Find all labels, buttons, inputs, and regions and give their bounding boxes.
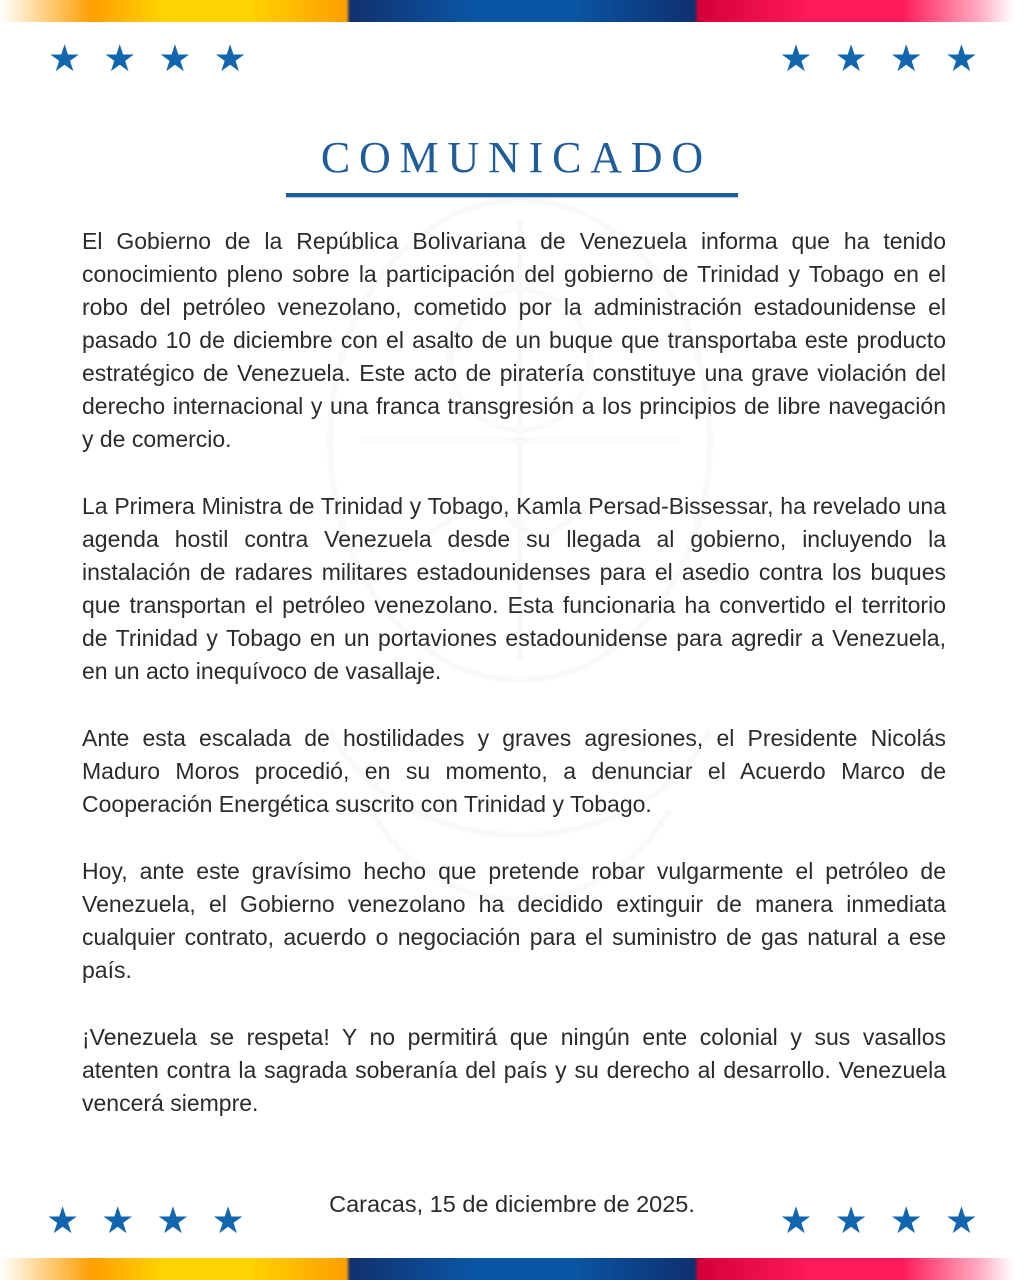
title-underline: [286, 193, 738, 197]
star-group-top-left: [48, 37, 247, 80]
star-icon: ★: [46, 1199, 80, 1242]
star-icon: ★: [48, 37, 82, 80]
star-icon: ★: [779, 37, 813, 80]
body-paragraph: El Gobierno de la República Bolivariana de Venezuela informa que ha tenido conocimiento pleno sobre la participación del gobierno de Trinidad y Tobago en el robo del petróleo venezolano, cometido por la administración estadounidense el pasado 10 de diciembre con el asalto de un buque que transportaba este producto estratégico de Venezuela. Este acto de piratería constituye una grave violación del derecho internacional y una franca transgresión a los principios de libre navegación y de comercio.: [82, 228, 946, 452]
body-paragraph: Hoy, ante este gravísimo hecho que pretende robar vulgarmente el petróleo de Venezuela, el Gobierno venezolano ha decidido extinguir de manera inmediata cualquier contrato, acuerdo o negociación para el suministro de gas natural a ese país.: [82, 858, 946, 983]
body-paragraph: ¡Venezuela se respeta! Y no permitirá que ningún ente colonial y sus vasallos atenten contra la sagrada soberanía del país y su derecho al desarrollo. Venezuela vencerá siempre.: [82, 1024, 946, 1116]
star-icon: ★: [101, 1199, 135, 1242]
star-group-bottom-left: [46, 1199, 245, 1242]
body-paragraph: Ante esta escalada de hostilidades y graves agresiones, el Presidente Nicolás Maduro Moros procedió, en su momento, a denunciar el Acuerdo Marco de Cooperación Energética suscrito con Trinidad y Tobago.: [82, 725, 946, 817]
star-icon: ★: [834, 37, 868, 80]
body-paragraph: La Primera Ministra de Trinidad y Tobago, Kamla Persad-Bissessar, ha revelado una agenda hostil contra Venezuela desde su llegada al gobierno, incluyendo la instalación de radares militares estadounidenses para el asedio contra los buques que transportan el petróleo venezolano. Esta funcionaria ha convertido el territorio de Trinidad y Tobago en un portaviones estadounidense para agredir a Venezuela, en un acto inequívoco de vasallaje.: [82, 493, 946, 684]
flag-stripe-bottom: [0, 1258, 1024, 1280]
communique-body: [82, 225, 946, 1120]
star-group-top-right: [779, 37, 978, 80]
bottom-row: [0, 1191, 1024, 1242]
star-icon: ★: [211, 1199, 245, 1242]
star-icon: ★: [889, 37, 923, 80]
date-line: Caracas, 15 de diciembre de 2025.: [329, 1191, 695, 1217]
star-icon: ★: [779, 1199, 813, 1242]
star-group-bottom-right: [779, 1199, 978, 1242]
star-icon: ★: [834, 1199, 868, 1242]
star-icon: ★: [889, 1199, 923, 1242]
page-title: COMUNICADO: [320, 133, 712, 182]
star-icon: ★: [156, 1199, 190, 1242]
star-icon: ★: [158, 37, 192, 80]
star-icon: ★: [944, 1199, 978, 1242]
star-icon: ★: [944, 37, 978, 80]
flag-stripe-top: [0, 0, 1024, 22]
star-icon: ★: [213, 37, 247, 80]
star-icon: ★: [103, 37, 137, 80]
